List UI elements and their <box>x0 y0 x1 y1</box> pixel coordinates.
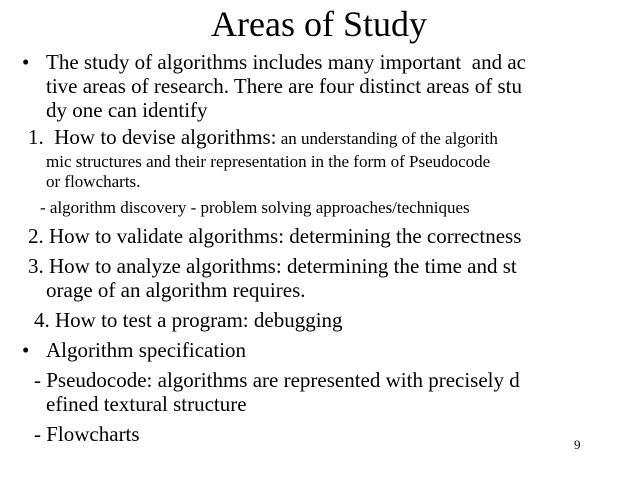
area-1-line-2: mic structures and their representation in the form of Pseudocode <box>46 152 491 171</box>
page-number: 9 <box>574 437 581 452</box>
area-1-sub: - algorithm discovery - problem solving approaches/techniques <box>40 198 470 217</box>
bullet-icon: • <box>22 338 30 362</box>
area-1-line-3: or flowcharts. <box>46 172 141 191</box>
area-1-detail: an understanding of the algorith <box>276 129 498 148</box>
area-1-heading: 1. How to devise algorithms: <box>28 125 277 149</box>
area-3-line-2: orage of an algorithm requires. <box>46 278 306 302</box>
intro-line-2: tive areas of research. There are four distinct areas of stu <box>46 74 522 98</box>
area-3-line-1: 3. How to analyze algorithms: determining the time and st <box>28 254 517 278</box>
spec-heading: Algorithm specification <box>46 338 247 362</box>
slide-title: Areas of Study <box>211 4 427 44</box>
spec-flowcharts: - Flowcharts <box>34 422 140 446</box>
bullet-icon: • <box>22 50 30 74</box>
area-4: 4. How to test a program: debugging <box>34 308 343 332</box>
area-2: 2. How to validate algorithms: determining the correctness <box>28 224 522 248</box>
spec-pseudocode-line-2: efined textural structure <box>46 392 247 416</box>
intro-line-3: dy one can identify <box>46 98 208 122</box>
spec-pseudocode-line-1: - Pseudocode: algorithms are represented with precisely d <box>34 368 520 392</box>
area-1-line-1 <box>28 125 498 149</box>
intro-line-1: The study of algorithms includes many important and ac <box>46 50 526 74</box>
